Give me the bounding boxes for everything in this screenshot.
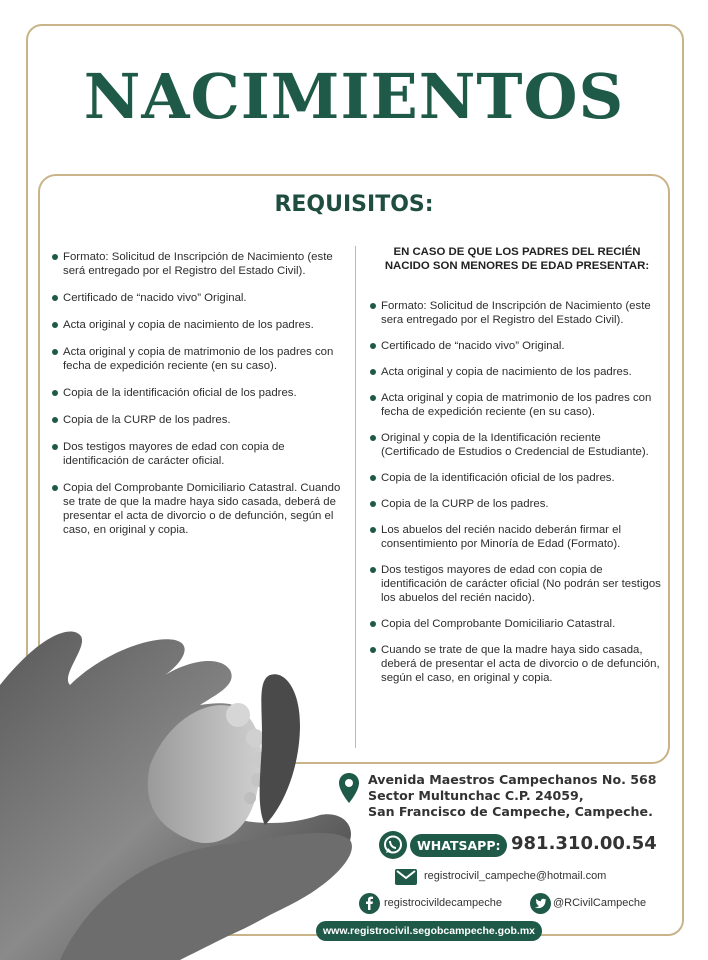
whatsapp-number[interactable]: 981.310.00.54 (511, 833, 657, 854)
requirement-text: Certificado de “nacido vivo” Original. (63, 292, 247, 304)
bullet-icon (370, 475, 376, 481)
address-line-1: Avenida Maestros Campechanos No. 568 (368, 772, 657, 787)
requirement-item (52, 318, 342, 332)
whatsapp-label: WHATSAPP: (410, 834, 507, 857)
website-link[interactable]: www.registrocivil.segobcampeche.gob.mx (316, 921, 542, 941)
twitter-icon[interactable] (530, 893, 551, 914)
address-line-3: San Francisco de Campeche, Campeche. (368, 804, 653, 819)
requirement-text: Acta original y copia de nacimiento de los padres. (381, 366, 632, 378)
facebook-handle[interactable]: registrocivildecampeche (384, 897, 502, 909)
requirement-text: Certificado de “nacido vivo” Original. (381, 340, 565, 352)
bullet-icon (370, 527, 376, 533)
requirements-list-general (52, 250, 342, 550)
requirement-item (370, 339, 662, 353)
whatsapp-icon[interactable] (378, 830, 408, 860)
mail-icon (395, 869, 417, 885)
requirement-item (52, 345, 342, 373)
requirement-text: Copia de la CURP de los padres. (63, 414, 231, 426)
bullet-icon (370, 435, 376, 441)
requirements-heading: REQUISITOS: (274, 192, 434, 217)
requirement-text: Formato: Solicitud de Inscripción de Nacimiento (este será entregado por el Registro del Estado Civil). (63, 251, 333, 277)
bullet-icon (370, 343, 376, 349)
requirement-text: Formato: Solicitud de Inscripción de Nacimiento (este sera entregado por el Registro del Estado Civil). (381, 300, 651, 326)
requirement-item (52, 291, 342, 305)
requirement-item (370, 643, 662, 685)
requirement-item (370, 391, 662, 419)
bullet-icon (370, 369, 376, 375)
requirement-text: Dos testigos mayores de edad con copia de identificación de carácter oficial. (63, 441, 285, 467)
requirement-item (52, 481, 342, 537)
requirement-text: Copia del Comprobante Domiciliario Catastral. (381, 618, 616, 630)
requirement-text: Acta original y copia de nacimiento de los padres. (63, 319, 314, 331)
requirement-item (370, 471, 662, 485)
requirement-item (52, 250, 342, 278)
twitter-handle[interactable]: @RCivilCampeche (553, 897, 647, 909)
email-address[interactable]: registrocivil_campeche@hotmail.com (424, 870, 607, 882)
requirement-item (52, 440, 342, 468)
requirement-text: Cuando se trate de que la madre haya sido casada, deberá de presentar el acta de divorcio o de defunción, según el caso, en original y copia. (381, 644, 660, 684)
requirement-text: Los abuelos del recién nacido deberán firmar el consentimiento por Minoría de Edad (Formato). (381, 524, 621, 550)
bullet-icon (52, 485, 58, 491)
requirement-text: Acta original y copia de matrimonio de los padres con fecha de expedición reciente (en su caso). (381, 392, 652, 418)
requirement-item (52, 413, 342, 427)
page-title: NACIMIENTOS (83, 60, 625, 133)
requirement-text: Copia de la CURP de los padres. (381, 498, 549, 510)
requirements-list-minors (370, 299, 662, 697)
bullet-icon (370, 647, 376, 653)
bullet-icon (52, 254, 58, 260)
location-pin-icon (338, 772, 360, 804)
address-line-2: Sector Multunchac C.P. 24059, (368, 788, 584, 803)
bullet-icon (370, 501, 376, 507)
requirement-item (370, 431, 662, 459)
requirement-item (370, 299, 662, 327)
bullet-icon (370, 567, 376, 573)
facebook-icon[interactable] (359, 893, 380, 914)
requirement-item (370, 523, 662, 551)
requirement-item (52, 386, 342, 400)
bullet-icon (52, 444, 58, 450)
bullet-icon (52, 322, 58, 328)
bullet-icon (370, 303, 376, 309)
requirement-item (370, 497, 662, 511)
bullet-icon (52, 390, 58, 396)
bullet-icon (370, 621, 376, 627)
requirement-item (370, 365, 662, 379)
bullet-icon (52, 417, 58, 423)
requirement-text: Copia del Comprobante Domiciliario Catastral. Cuando se trate de que la madre haya sido casada, deberá de presentar el acta de divorcio o de defunción, según el caso, en original y copia. (63, 482, 341, 536)
bullet-icon (52, 349, 58, 355)
minors-heading: EN CASO DE QUE LOS PADRES DEL RECIÉN NACIDO SON MENORES DE EDAD PRESENTAR: (384, 246, 650, 272)
bullet-icon (52, 295, 58, 301)
requirement-text: Dos testigos mayores de edad con copia de identificación de carácter oficial (No podrán ser testigos los abuelos del recién nacido). (381, 564, 661, 604)
requirement-text: Copia de la identificación oficial de los padres. (381, 472, 615, 484)
requirement-text: Acta original y copia de matrimonio de los padres con fecha de expedición reciente (en su caso). (63, 346, 334, 372)
requirement-text: Copia de la identificación oficial de los padres. (63, 387, 297, 399)
hands-holding-baby-foot-image (0, 615, 360, 960)
bullet-icon (370, 395, 376, 401)
requirement-item (370, 563, 662, 605)
requirement-item (370, 617, 662, 631)
address-block (368, 772, 657, 820)
requirement-text: Original y copia de la Identificación reciente (Certificado de Estudios o Credencial de Estudiante). (381, 432, 649, 458)
